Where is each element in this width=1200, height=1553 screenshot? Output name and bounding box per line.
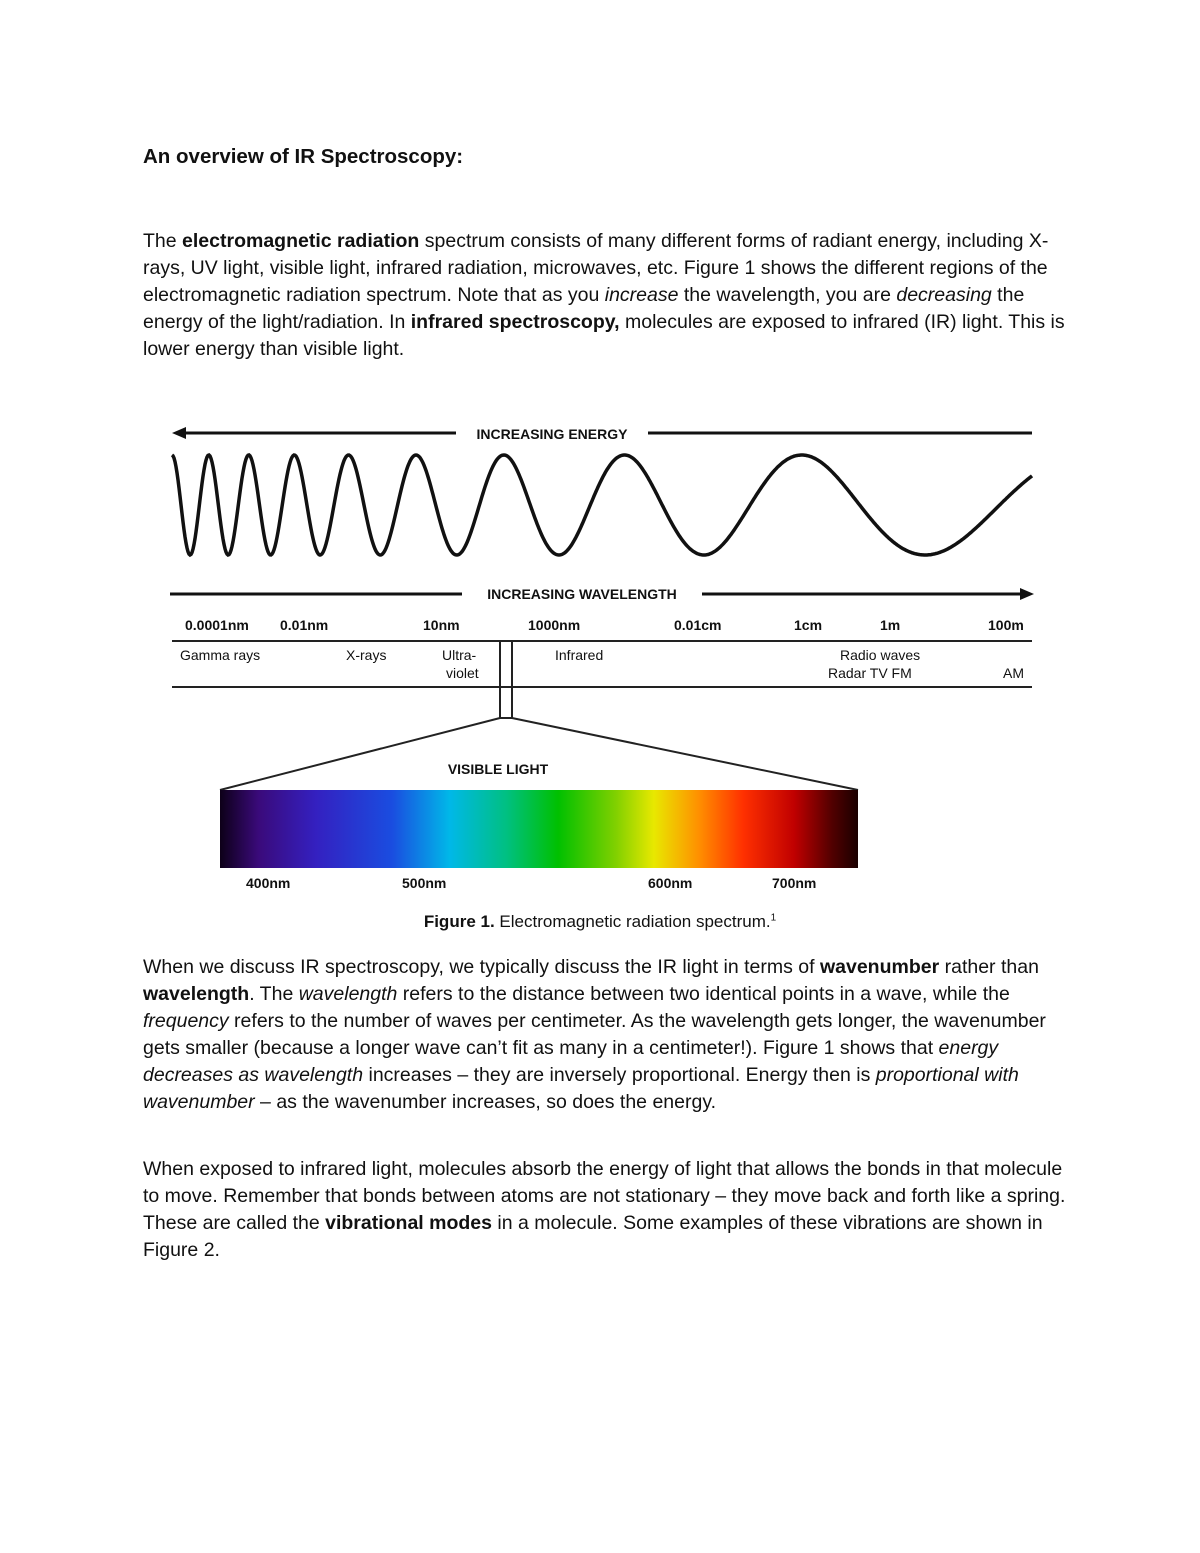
scale-label: 1m — [880, 617, 901, 633]
zoom-line — [220, 718, 500, 790]
spectrum-regions — [180, 647, 1024, 681]
region-uv-2: violet — [446, 665, 479, 681]
region-infrared: Infrared — [555, 647, 604, 663]
increasing-energy-label: INCREASING ENERGY — [476, 426, 628, 442]
visible-scale-label: 500nm — [402, 875, 447, 891]
visible-scale-label: 400nm — [246, 875, 291, 891]
scale-label: 0.01cm — [674, 617, 722, 633]
scale-label: 1000nm — [528, 617, 581, 633]
em-spectrum-figure — [150, 410, 1050, 900]
increasing-wavelength-label: INCREASING WAVELENGTH — [487, 586, 677, 602]
scale-label: 1cm — [794, 617, 823, 633]
scale-label: 10nm — [423, 617, 460, 633]
region-am: AM — [1003, 665, 1024, 681]
region-radio: Radio waves — [840, 647, 921, 663]
region-xrays: X-rays — [346, 647, 387, 663]
visible-light-label: VISIBLE LIGHT — [447, 761, 549, 777]
wave-icon — [172, 455, 1032, 555]
page-title: An overview of IR Spectroscopy: — [143, 145, 464, 168]
scale-label: 100m — [988, 617, 1024, 633]
wavenumber-paragraph: When we discuss IR spectroscopy, we typically discuss the IR light in terms of wavenumber rather than wavelength. The wavelength refers to the distance between two identical points in a wave, while the frequency refers to the number of waves per centimeter. As the wavelength gets longer, the wavenumber gets smaller (because a longer wave can’t fit as many in a centimeter!). Figure 1 shows that energy decreases as wavelength increases – they are inversely proportional. Energy then is proportional with wavenumber – as the wavenumber increases, so does the energy. — [143, 956, 1046, 1113]
scale-label: 0.0001nm — [185, 617, 249, 633]
wavelength-scale — [185, 617, 1024, 633]
region-radar-tv-fm: Radar TV FM — [828, 665, 912, 681]
zoom-line — [512, 718, 858, 790]
vibration-paragraph: When exposed to infrared light, molecules absorb the energy of light that allows the bonds in that molecule to move. Remember that bonds between atoms are not stationary – they move back and forth like a spring. These are called the vibrational modes in a molecule. Some examples of these vibrations are shown in Figure 2. — [143, 1158, 1066, 1261]
visible-scale — [246, 875, 816, 891]
region-uv: Ultra- — [442, 647, 477, 663]
intro-paragraph: The electromagnetic radiation spectrum consists of many different forms of radiant energy, including X-rays, UV light, visible light, infrared radiation, microwaves, etc. Figure 1 shows the different regions of the electromagnetic radiation spectrum. Note that as you increase the wavelength, you are decreasing the energy of the light/radiation. In infrared spectroscopy, molecules are exposed to infrared (IR) light. This is lower energy than visible light. — [143, 230, 1065, 360]
region-gamma: Gamma rays — [180, 647, 261, 663]
visible-spectrum-bar — [220, 790, 858, 868]
visible-scale-label: 700nm — [772, 875, 817, 891]
visible-scale-label: 600nm — [648, 875, 693, 891]
scale-label: 0.01nm — [280, 617, 329, 633]
figure-caption: Figure 1. Electromagnetic radiation spectrum.$^1$ — [423, 912, 777, 931]
